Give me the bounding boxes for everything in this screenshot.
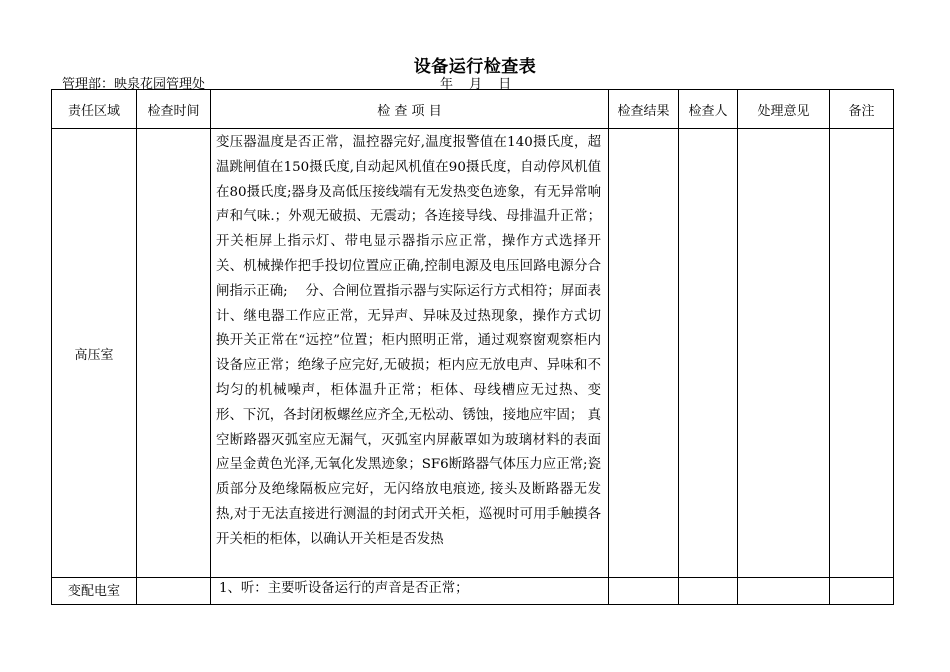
- row-items: 1、听：主要听设备运行的声音是否正常；: [211, 578, 609, 605]
- date-label: 年 月 日: [440, 77, 512, 92]
- header-area: 责任区域: [52, 90, 137, 129]
- form-title: 设备运行检查表: [413, 57, 537, 77]
- row-time-cell[interactable]: [137, 578, 211, 605]
- row-inspector-cell[interactable]: [679, 578, 738, 605]
- header-row: [52, 90, 894, 129]
- row-area: 高压室: [52, 129, 137, 578]
- row-result-cell[interactable]: [609, 578, 679, 605]
- header-result: 检查结果: [609, 90, 679, 129]
- department-label: 管理部：映泉花园管理处: [62, 77, 206, 92]
- inspection-table: [51, 89, 894, 605]
- row-result-cell[interactable]: [609, 129, 679, 578]
- header-inspector: 检查人: [679, 90, 738, 129]
- row-inspector-cell[interactable]: [679, 129, 738, 578]
- header-remark: 备注: [830, 90, 894, 129]
- header-opinion: 处理意见: [738, 90, 830, 129]
- table-row: [52, 578, 894, 605]
- table-row: [52, 129, 894, 578]
- row-remark-cell[interactable]: [830, 578, 894, 605]
- row-area: 变配电室: [52, 578, 137, 605]
- header-time: 检查时间: [137, 90, 211, 129]
- header-items: 检 查 项 目: [211, 90, 609, 129]
- row-opinion-cell[interactable]: [738, 578, 830, 605]
- row-remark-cell[interactable]: [830, 129, 894, 578]
- row-opinion-cell[interactable]: [738, 129, 830, 578]
- row-time-cell[interactable]: [137, 129, 211, 578]
- row-items: 变压器温度是否正常，温控器完好,温度报警值在140摄氏度，超温跳闸值在150摄氏度,自动起风机值在90摄氏度，自动停风机值在80摄氏度;器身及高低压接线端有无发热变色迹象，有无异常响声和气味.；外观无破损、无震动；各连接导线、母排温升正常；开关柜屏上指示灯、带电显示器指示应正常，操作方式选择开关、机械操作把手投切位置应正确,控制电源及电压回路电源分合闸指示正确; 分、合闸位置指示器与实际运行方式相符；屏面表计、继电器工作应正常，无异声、异味及过热现象，操作方式切换开关正常在“远控”位置；柜内照明正常，通过观察窗观察柜内设备应正常；绝缘子应完好,无破损；柜内应无放电声、异味和不均匀的机械噪声，柜体温升正常；柜体、母线槽应无过热、变形、下沉，各封闭板螺丝应齐全,无松动、锈蚀，接地应牢固； 真空断路器灭弧室应无漏气，灭弧室内屏蔽罩如为玻璃材料的表面应呈金黄色光泽,无氧化发黑迹象；SF6断路器气体压力应正常;瓷质部分及绝缘隔板应完好，无闪络放电痕迹, 接头及断路器无发热,对于无法直接进行测温的封闭式开关柜，巡视时可用手触摸各开关柜的柜体，以确认开关柜是否发热: [211, 129, 609, 578]
